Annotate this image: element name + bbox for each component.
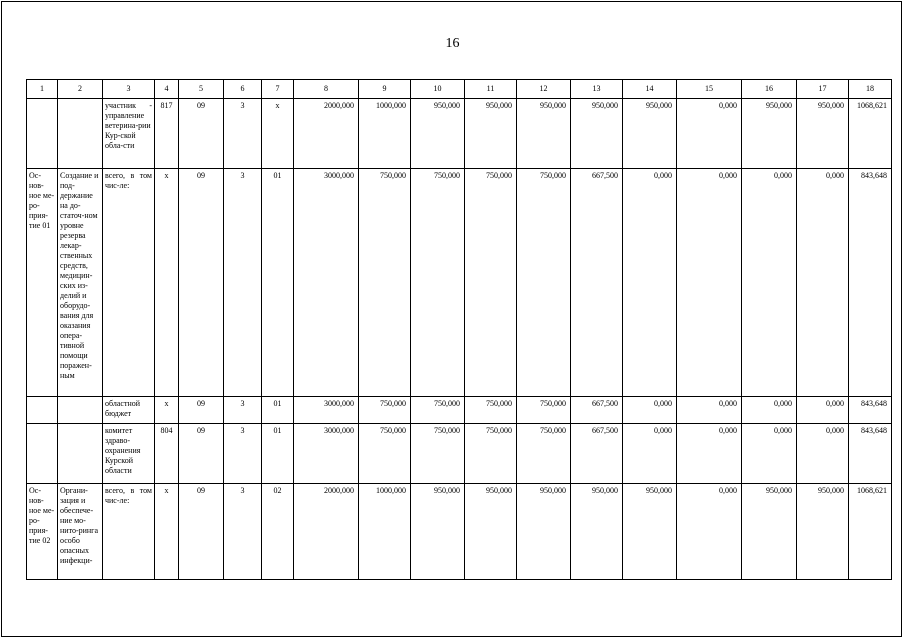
value-cell: 2000,000 xyxy=(294,99,359,169)
header-cell: 15 xyxy=(677,80,742,99)
activity-name-cell xyxy=(58,397,103,424)
value-cell: 0,000 xyxy=(742,169,797,397)
value-cell: 950,000 xyxy=(742,484,797,580)
value-cell: 750,000 xyxy=(465,169,517,397)
table-row xyxy=(27,397,892,424)
value-cell: 950,000 xyxy=(465,484,517,580)
value-cell: 0,000 xyxy=(623,397,677,424)
value-cell: 01 xyxy=(262,424,294,484)
table-row xyxy=(27,484,892,580)
header-cell: 6 xyxy=(224,80,262,99)
value-cell: 843,648 xyxy=(849,169,892,397)
activity-code-cell xyxy=(27,424,58,484)
page-number: 16 xyxy=(445,36,460,51)
value-cell: 0,000 xyxy=(797,397,849,424)
value-cell: 3 xyxy=(224,424,262,484)
source-cell: участник - управление ветерина-рии Кур-ской обла-сти xyxy=(103,99,155,169)
value-cell: 0,000 xyxy=(623,169,677,397)
value-cell: 950,000 xyxy=(623,99,677,169)
source-cell: областной бюджет xyxy=(103,397,155,424)
value-cell: 667,500 xyxy=(571,397,623,424)
value-cell: 950,000 xyxy=(517,99,571,169)
value-cell: 0,000 xyxy=(677,169,742,397)
header-cell: 14 xyxy=(623,80,677,99)
value-cell: 09 xyxy=(179,484,224,580)
header-cell: 9 xyxy=(359,80,411,99)
activity-code-cell: Ос-нов-ное ме-ро-прия-тие 02 xyxy=(27,484,58,580)
value-cell: 09 xyxy=(179,99,224,169)
value-cell: 750,000 xyxy=(359,397,411,424)
table-row xyxy=(27,424,892,484)
value-cell: 09 xyxy=(179,424,224,484)
value-cell: 0,000 xyxy=(742,424,797,484)
value-cell: 950,000 xyxy=(571,99,623,169)
header-cell: 3 xyxy=(103,80,155,99)
value-cell: 843,648 xyxy=(849,424,892,484)
value-cell: 2000,000 xyxy=(294,484,359,580)
value-cell: 843,648 xyxy=(849,397,892,424)
value-cell: 0,000 xyxy=(677,484,742,580)
value-cell: 950,000 xyxy=(517,484,571,580)
value-cell: 950,000 xyxy=(797,484,849,580)
header-cell: 11 xyxy=(465,80,517,99)
value-cell: х xyxy=(155,484,179,580)
value-cell: 950,000 xyxy=(797,99,849,169)
header-cell: 2 xyxy=(58,80,103,99)
activity-name-cell: Создание и под-держание на до-статоч-ном уровне резерва лекар-ственных средств, медицин-ских из-делий и оборудо-вания для оказания опера-тивной помощи поражен-ным xyxy=(58,169,103,397)
header-cell: 10 xyxy=(411,80,465,99)
value-cell: 3000,000 xyxy=(294,169,359,397)
value-cell: 09 xyxy=(179,397,224,424)
value-cell: 750,000 xyxy=(517,397,571,424)
value-cell: 667,500 xyxy=(571,169,623,397)
value-cell: 3 xyxy=(224,397,262,424)
value-cell: 1000,000 xyxy=(359,99,411,169)
value-cell: 750,000 xyxy=(517,169,571,397)
header-cell: 12 xyxy=(517,80,571,99)
value-cell: 950,000 xyxy=(411,484,465,580)
activity-name-cell xyxy=(58,99,103,169)
value-cell: 1068,621 xyxy=(849,484,892,580)
value-cell: 0,000 xyxy=(797,169,849,397)
value-cell: 3000,000 xyxy=(294,424,359,484)
activity-name-cell xyxy=(58,424,103,484)
table-row xyxy=(27,169,892,397)
value-cell: 3 xyxy=(224,169,262,397)
value-cell: 3 xyxy=(224,484,262,580)
value-cell: 0,000 xyxy=(677,424,742,484)
value-cell: 09 xyxy=(179,169,224,397)
value-cell: 750,000 xyxy=(411,397,465,424)
header-cell: 16 xyxy=(742,80,797,99)
header-cell: 18 xyxy=(849,80,892,99)
header-row xyxy=(27,80,892,99)
value-cell: 750,000 xyxy=(411,169,465,397)
value-cell: 750,000 xyxy=(517,424,571,484)
value-cell: 950,000 xyxy=(411,99,465,169)
value-cell: 950,000 xyxy=(623,484,677,580)
header-cell: 5 xyxy=(179,80,224,99)
activity-code-cell xyxy=(27,99,58,169)
value-cell: 750,000 xyxy=(359,169,411,397)
value-cell: 950,000 xyxy=(571,484,623,580)
header-cell: 4 xyxy=(155,80,179,99)
value-cell: 817 xyxy=(155,99,179,169)
activity-code-cell xyxy=(27,397,58,424)
value-cell: х xyxy=(155,169,179,397)
activity-name-cell: Органи-зация и обеспече-ние мо-нито-ринга особо опасных инфекци- xyxy=(58,484,103,580)
value-cell: 0,000 xyxy=(742,397,797,424)
value-cell: 01 xyxy=(262,169,294,397)
value-cell: 804 xyxy=(155,424,179,484)
value-cell: 0,000 xyxy=(623,424,677,484)
value-cell: х xyxy=(155,397,179,424)
header-cell: 7 xyxy=(262,80,294,99)
source-cell: всего, в том чис-ле: xyxy=(103,484,155,580)
activity-code-cell: Ос-нов-ное ме-ро-прия-тие 01 xyxy=(27,169,58,397)
value-cell: 1000,000 xyxy=(359,484,411,580)
value-cell: 950,000 xyxy=(742,99,797,169)
value-cell: 950,000 xyxy=(465,99,517,169)
value-cell: 3 xyxy=(224,99,262,169)
value-cell: х xyxy=(262,99,294,169)
value-cell: 02 xyxy=(262,484,294,580)
value-cell: 3000,000 xyxy=(294,397,359,424)
value-cell: 0,000 xyxy=(677,397,742,424)
table-row xyxy=(27,99,892,169)
budget-table xyxy=(26,79,892,580)
header-cell: 17 xyxy=(797,80,849,99)
value-cell: 750,000 xyxy=(465,424,517,484)
value-cell: 0,000 xyxy=(797,424,849,484)
value-cell: 1068,621 xyxy=(849,99,892,169)
value-cell: 750,000 xyxy=(359,424,411,484)
value-cell: 750,000 xyxy=(465,397,517,424)
value-cell: 667,500 xyxy=(571,424,623,484)
header-cell: 13 xyxy=(571,80,623,99)
source-cell: всего, в том чис-ле: xyxy=(103,169,155,397)
value-cell: 01 xyxy=(262,397,294,424)
source-cell: комитет здраво-охранения Курской области xyxy=(103,424,155,484)
header-cell: 8 xyxy=(294,80,359,99)
value-cell: 750,000 xyxy=(411,424,465,484)
header-cell: 1 xyxy=(27,80,58,99)
value-cell: 0,000 xyxy=(677,99,742,169)
